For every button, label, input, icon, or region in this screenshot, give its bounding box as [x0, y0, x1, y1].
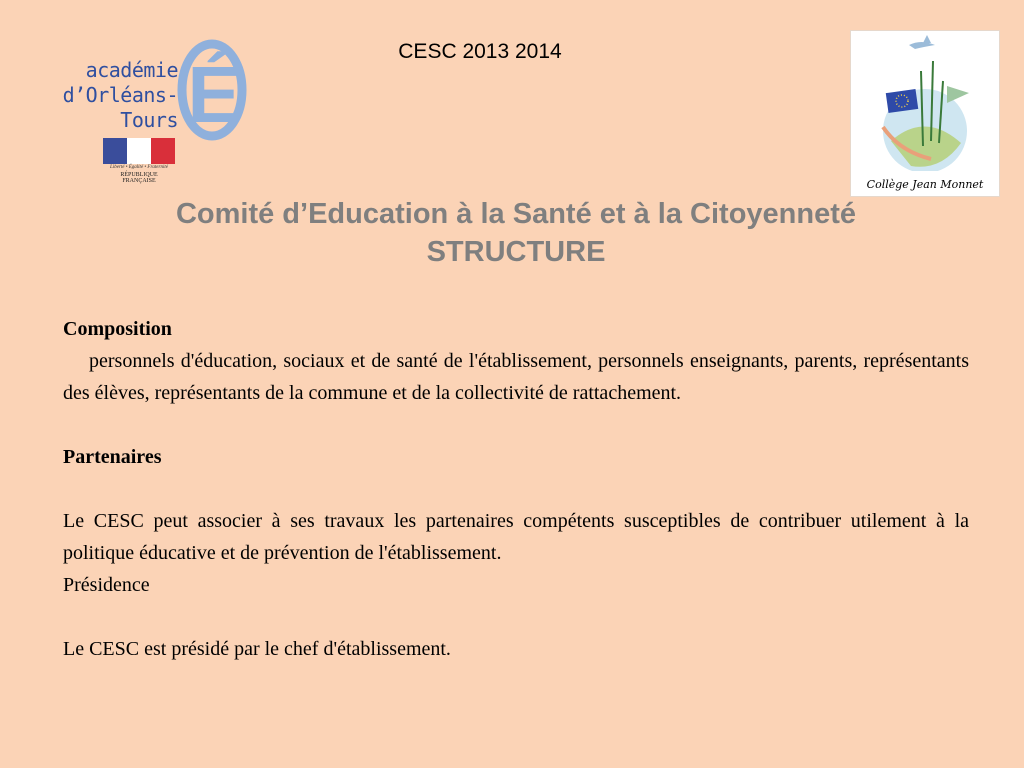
slide-title	[60, 195, 972, 271]
college-jean-monnet-logo	[850, 30, 1000, 197]
partenaires-text: Le CESC peut associer à ses travaux les partenaires compétents susceptibles de contribuer utilement à la politique éducative et de prévention de l'établissement.	[63, 510, 969, 564]
partenaires-heading: Partenaires	[63, 446, 162, 468]
presidence-text: Le CESC est présidé par le chef d'établissement.	[63, 638, 451, 660]
presidence-heading: Présidence	[63, 574, 150, 596]
composition-text: personnels d'éducation, sociaux et de santé de l'établissement, personnels enseignants, parents, représentants des élèves, représentants de la commune et de la collectivité de rattachement.	[63, 350, 969, 404]
slide-content	[63, 313, 969, 665]
republique-motto: Liberté • Égalité • Fraternité	[110, 165, 168, 170]
french-flag-icon	[103, 138, 175, 164]
academie-e-letter: É	[187, 50, 241, 139]
republique-name: RÉPUBLIQUE FRANÇAISE	[120, 172, 158, 184]
college-caption: Collège Jean Monnet	[866, 178, 984, 191]
academie-line1: académie	[85, 58, 178, 82]
slide-title-line2: STRUCTURE	[426, 236, 606, 268]
academie-logo	[24, 18, 254, 148]
composition-heading: Composition	[63, 318, 172, 340]
header-title: CESC 2013 2014	[398, 40, 562, 63]
republique-francaise-logo	[103, 138, 177, 182]
college-emblem-icon	[851, 31, 999, 171]
slide-title-line1: Comité d’Education à la Santé et à la Citoyenneté	[175, 198, 857, 230]
academie-line2: d’Orléans-Tours	[62, 83, 178, 132]
